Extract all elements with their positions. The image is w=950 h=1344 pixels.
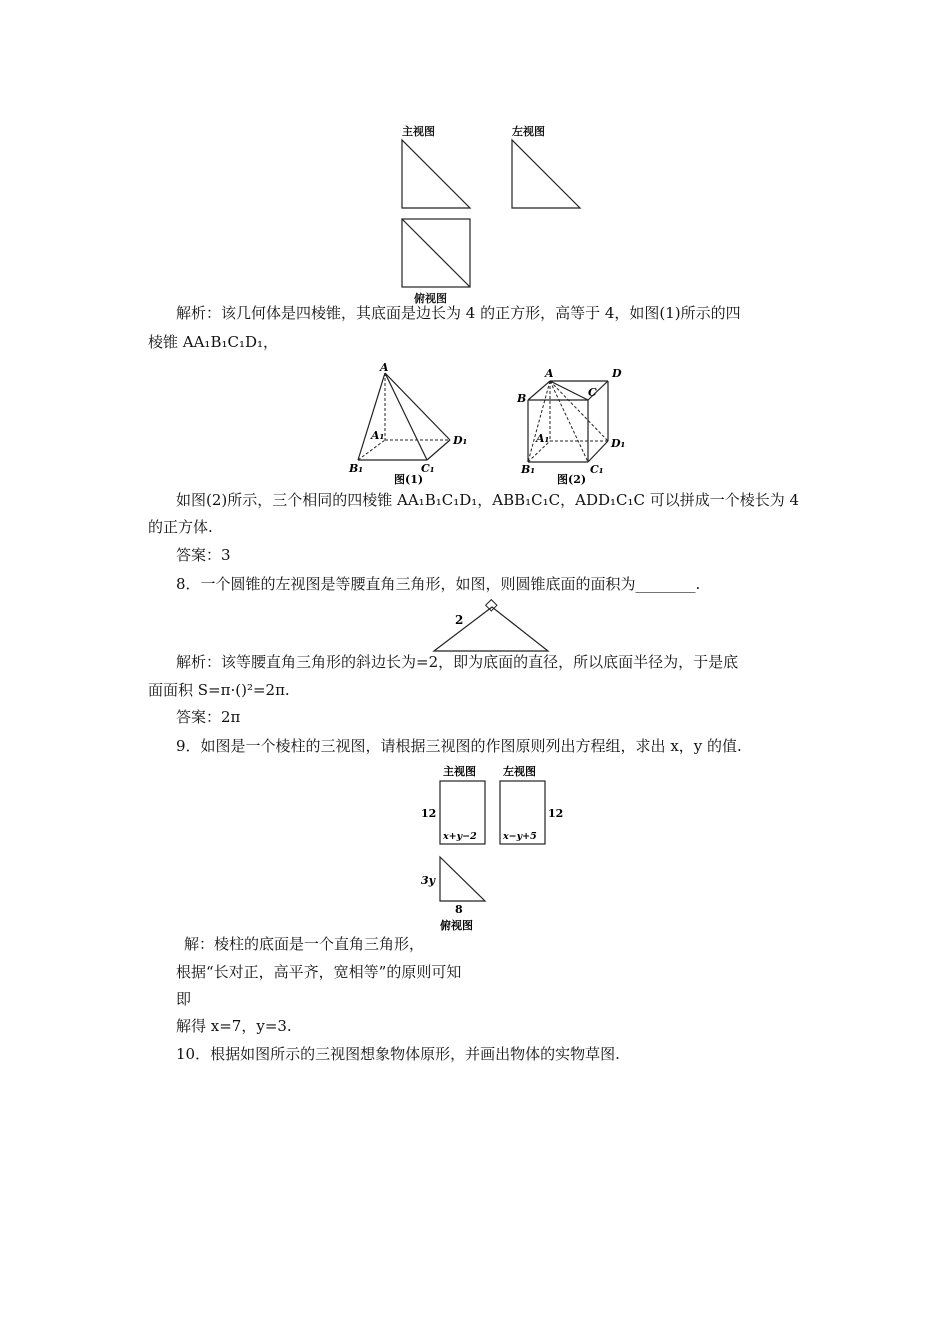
analysis8-line1: 解析：该等腰直角三角形的斜边长为=2，即为底面的直径，所以底面半径为，于是底 <box>176 653 739 671</box>
q9-front-height: 12 <box>421 807 437 820</box>
analysis7-line1: 解析：该几何体是四棱锥，其底面是边长为 4 的正方形，高等于 4，如图(1)所示的四 <box>176 304 741 322</box>
analysis8-line2: 面面积 S=π·()²=2π. <box>148 681 290 699</box>
q9-left-width: x−y+5 <box>503 831 537 842</box>
q9-top-title: 俯视图 <box>440 919 473 932</box>
q9-left-title: 左视图 <box>503 765 536 778</box>
p1-label-A: A <box>380 361 389 374</box>
sol9-line2: 根据“长对正，高平齐，宽相等”的原则可知 <box>176 963 462 981</box>
top-view-title: 俯视图 <box>414 292 447 305</box>
question10: 10．根据如图所示的三视图想象物体原形，并画出物体的实物草图. <box>176 1045 620 1063</box>
q9-top-leg: 3y <box>421 874 436 887</box>
p1-caption: 图(1) <box>394 473 424 486</box>
q9-front-width: x+y−2 <box>443 831 477 842</box>
p2-label-C1: C₁ <box>590 463 604 476</box>
p2-label-C: C <box>588 386 597 399</box>
p2-label-B: B <box>517 392 527 405</box>
p2-label-B1: B₁ <box>521 463 536 476</box>
answer8: 答案：2π <box>176 708 241 726</box>
q8-side-label: 2 <box>455 613 464 627</box>
sol9-line4: 解得 x=7，y=3. <box>176 1017 292 1035</box>
p2-label-D1: D₁ <box>611 437 626 450</box>
q9-top-triangle <box>440 857 485 901</box>
question9: 9．如图是一个棱柱的三视图，请根据三视图的作图原则列出方程组，求出 x，y 的值. <box>176 737 742 755</box>
para7b-line1: 如图(2)所示，三个相同的四棱锥 AA₁B₁C₁D₁，ABB₁C₁C，ADD₁C₁C 可以拼成一个棱长为 4 <box>176 491 800 509</box>
q9-front-title: 主视图 <box>443 765 476 778</box>
analysis7-line2: 棱锥 AA₁B₁C₁D₁， <box>148 333 279 351</box>
para7b-line2: 的正方体. <box>148 518 213 536</box>
front-view-title: 主视图 <box>402 125 435 138</box>
q9-top-base: 8 <box>455 903 463 916</box>
sol9-line1: 解：棱柱的底面是一个直角三角形， <box>184 935 425 953</box>
p1-label-B1: B₁ <box>349 462 364 475</box>
answer7: 答案：3 <box>176 546 231 564</box>
p1-label-D1: D₁ <box>453 434 468 447</box>
p2-label-A1: A₁ <box>536 432 550 445</box>
p2-label-A: A <box>545 367 554 380</box>
p1-label-C1: C₁ <box>421 462 435 475</box>
p2-label-D: D <box>612 367 622 380</box>
question8: 8．一个圆锥的左视图是等腰直角三角形，如图，则圆锥底面的面积为________. <box>176 575 701 593</box>
sol9-line3: 即 <box>176 990 192 1008</box>
p2-caption: 图(2) <box>557 473 587 486</box>
p1-label-A1: A₁ <box>371 429 385 442</box>
left-view-title: 左视图 <box>512 125 545 138</box>
q9-left-height: 12 <box>548 807 564 820</box>
